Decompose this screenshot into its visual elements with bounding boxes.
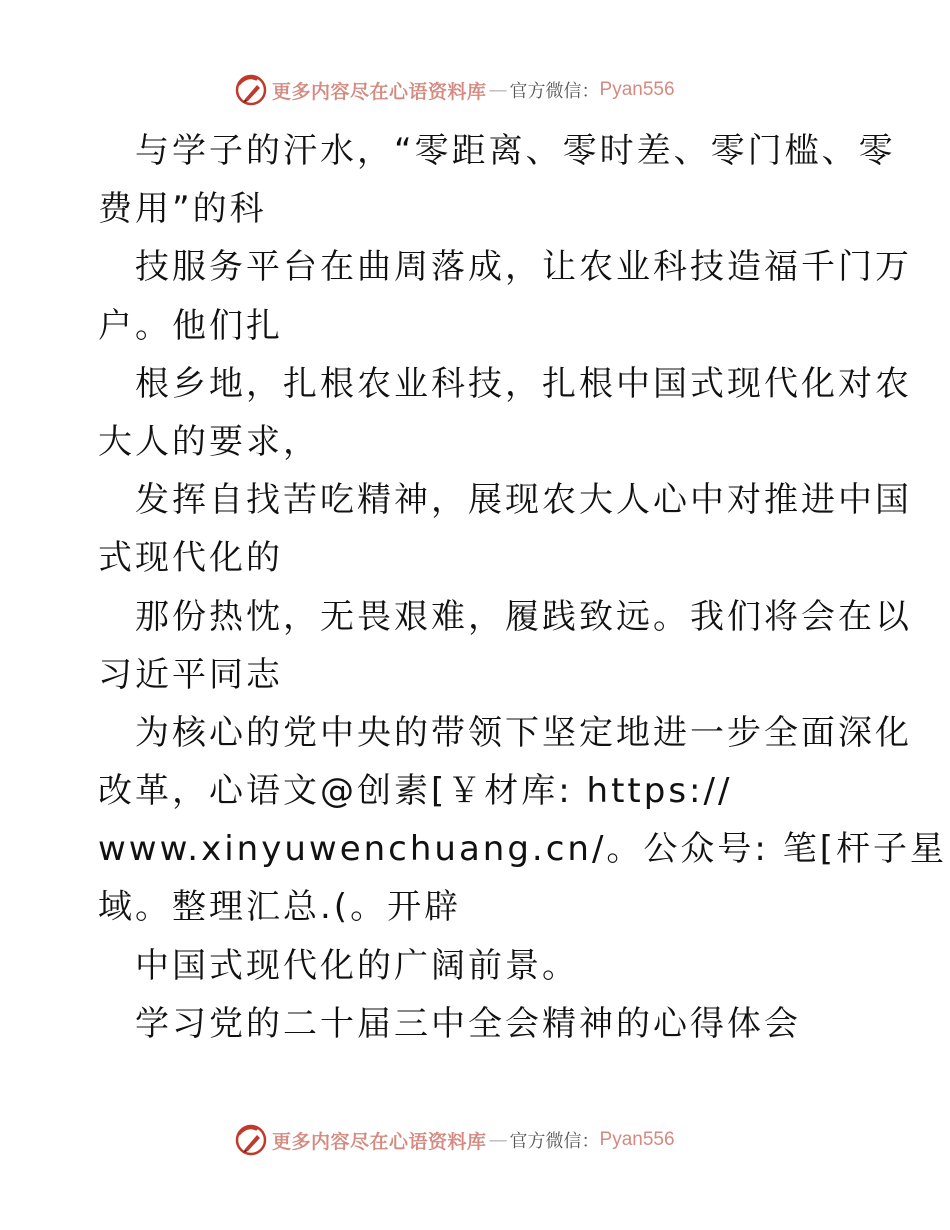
site-promo-text: 更多内容尽在心语资料库 [272, 80, 487, 103]
text-line: 式现代化的 [98, 538, 283, 579]
footer-banner [234, 1122, 675, 1158]
wechat-id: Pyan556 [599, 79, 675, 100]
wechat-label: 官方微信： [509, 81, 600, 102]
text-line: www.xinyuwenchuang.cn/。公众号: 笔[杆子星 [98, 829, 947, 870]
separator-dash: — [488, 79, 508, 101]
wechat-id: Pyan556 [599, 1129, 675, 1150]
pen-circle-logo-icon [234, 73, 268, 107]
text-line: 与学子的汗水，“零距离、零时差、零门槛、零 [135, 131, 896, 171]
text-line: 域。整理汇总.(。开辟 [98, 887, 462, 928]
text-line: 改革，心语文@创素[￥材库: https:// [98, 771, 733, 812]
text-line: 发挥自找苦吃精神，展现农大人心中对推进中国 [135, 480, 912, 521]
separator-dash: — [488, 1129, 508, 1151]
text-line: 费用”的科 [98, 189, 267, 230]
text-line: 技服务平台在曲周落成，让农业科技造福千门万 [135, 247, 912, 288]
text-line: 习近平同志 [98, 654, 283, 695]
text-line: 户。他们扎 [98, 305, 283, 346]
header-banner [234, 72, 675, 108]
text-line: 根乡地，扎根农业科技，扎根中国式现代化对农 [135, 363, 912, 404]
text-line: 大人的要求， [98, 421, 320, 462]
text-line: 为核心的党中央的带领下坚定地进一步全面深化 [135, 712, 912, 753]
wechat-label: 官方微信： [509, 1131, 600, 1152]
text-line: 中国式现代化的广阔前景。 [135, 945, 579, 986]
pen-circle-logo-icon [234, 1123, 268, 1157]
text-line: 学习党的二十届三中全会精神的心得体会 [135, 1003, 801, 1044]
text-line: 那份热忱，无畏艰难，履践致远。我们将会在以 [135, 596, 912, 637]
document-body [98, 122, 947, 1053]
site-promo-text: 更多内容尽在心语资料库 [272, 1130, 487, 1153]
